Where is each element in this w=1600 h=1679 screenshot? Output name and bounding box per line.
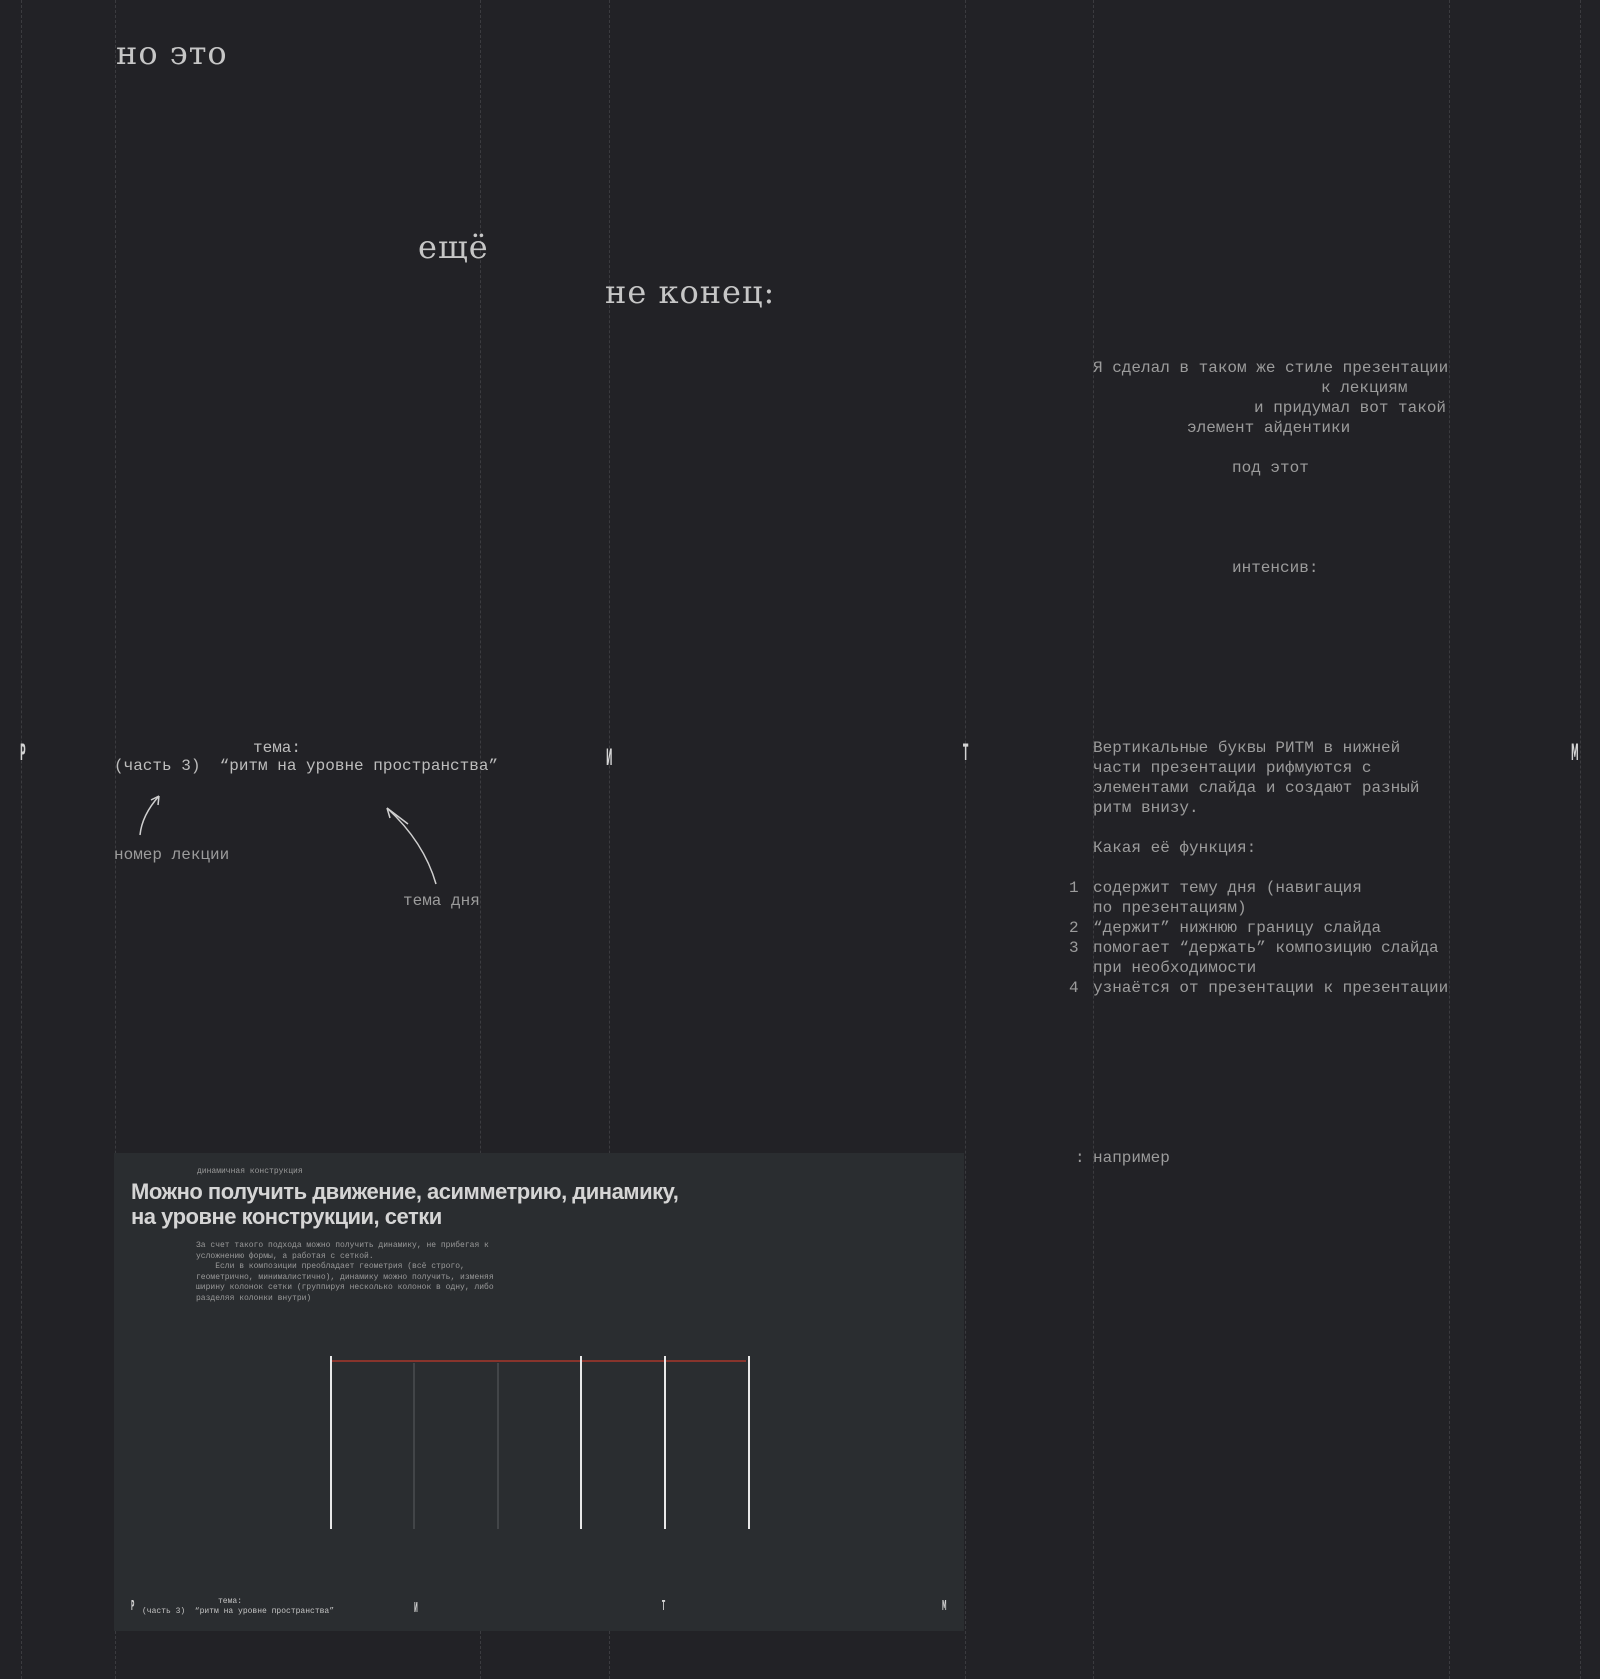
slide-body-line: геометрично, минималистично), динамику можно получить, изменяя: [196, 1272, 494, 1282]
list-number: 2: [1069, 919, 1079, 937]
footer-topic-label: тема:: [253, 739, 302, 757]
rhythm-letter-t: Т: [963, 741, 969, 766]
slide-kicker: динамичная конструкция: [197, 1167, 303, 1176]
grid-column-diagram: [114, 1153, 964, 1631]
slide-rhythm-letter-t: Т: [662, 1599, 666, 1614]
slide-rhythm-letter-r: Р: [131, 1599, 135, 1614]
list-item: по презентациям): [1093, 899, 1247, 917]
description-line: Вертикальные буквы РИТМ в нижней: [1093, 739, 1401, 757]
slide-rhythm-letter-m: М: [942, 1599, 947, 1614]
intro-line: и придумал вот такой: [1254, 399, 1447, 417]
arrow-topic-icon: [380, 800, 440, 890]
function-question: Какая её функция:: [1093, 839, 1257, 857]
slide-body-line: разделяя колонки внутри): [196, 1293, 312, 1303]
rhythm-letter-m: М: [1571, 741, 1579, 766]
slide-body-line: усложнению формы, а работая с сеткой.: [196, 1251, 374, 1261]
list-number: 4: [1069, 979, 1079, 997]
slide-footer-label: тема:: [218, 1597, 243, 1606]
intro-line: под этот: [1232, 459, 1309, 477]
heading-line-3: не конец:: [605, 273, 776, 311]
list-number: 3: [1069, 939, 1079, 957]
example-marker: :: [1075, 1149, 1085, 1167]
description-line: части презентации рифмуются с: [1093, 759, 1372, 777]
intro-line: Я сделал в таком же стиле презентации: [1093, 359, 1449, 377]
list-item: узнаётся от презентации к презентации: [1093, 979, 1449, 997]
list-item: при необходимости: [1093, 959, 1257, 977]
grid-guide-line: [963, 0, 969, 1679]
slide-title-line-2: на уровне конструкции, сетки: [131, 1204, 442, 1229]
annotation-topic: тема дня: [403, 892, 480, 910]
description-line: ритм внизу.: [1093, 799, 1199, 817]
heading-line-1: но это: [116, 34, 228, 72]
slide-title-line-1: Можно получить движение, асимметрию, динамику,: [131, 1179, 679, 1204]
slide-preview: [114, 1153, 964, 1631]
description-line: элементами слайда и создают разный: [1093, 779, 1420, 797]
slide-footer-text: (часть 3) “ритм на уровне пространства”: [142, 1607, 335, 1616]
list-item: помогает “держать” композицию слайда: [1093, 939, 1439, 957]
grid-guide-line: [1449, 0, 1450, 1679]
slide-body-line: За счет такого подхода можно получить динамику, не прибегая к: [196, 1241, 489, 1250]
footer-topic-text: (часть 3) “ритм на уровне пространства”: [114, 757, 499, 775]
arrow-lecture-icon: [130, 790, 170, 840]
list-item: содержит тему дня (навигация: [1093, 879, 1362, 897]
rhythm-letter-r: Р: [20, 741, 26, 766]
intro-line: к лекциям: [1321, 379, 1408, 397]
list-item: “держит” нижнюю границу слайда: [1093, 919, 1382, 937]
rhythm-letter-i: И: [606, 746, 613, 771]
heading-line-2: ещё: [418, 228, 489, 266]
grid-guide-line: [21, 0, 22, 1679]
list-number: 1: [1069, 879, 1079, 897]
slide-rhythm-letter-i: И: [414, 1601, 418, 1616]
slide-body-line: Если в композиции преобладает геометрия (всё строго,: [196, 1262, 465, 1271]
intro-line: элемент айдентики: [1187, 419, 1351, 437]
intro-line: интенсив:: [1232, 559, 1319, 577]
grid-guide-line: [1580, 0, 1581, 1679]
annotation-lecture-number: номер лекции: [114, 846, 230, 864]
example-label: например: [1093, 1149, 1170, 1167]
slide-body-line: ширину колонок сетки (группируя несколько колонок в одну, либо: [196, 1283, 494, 1292]
